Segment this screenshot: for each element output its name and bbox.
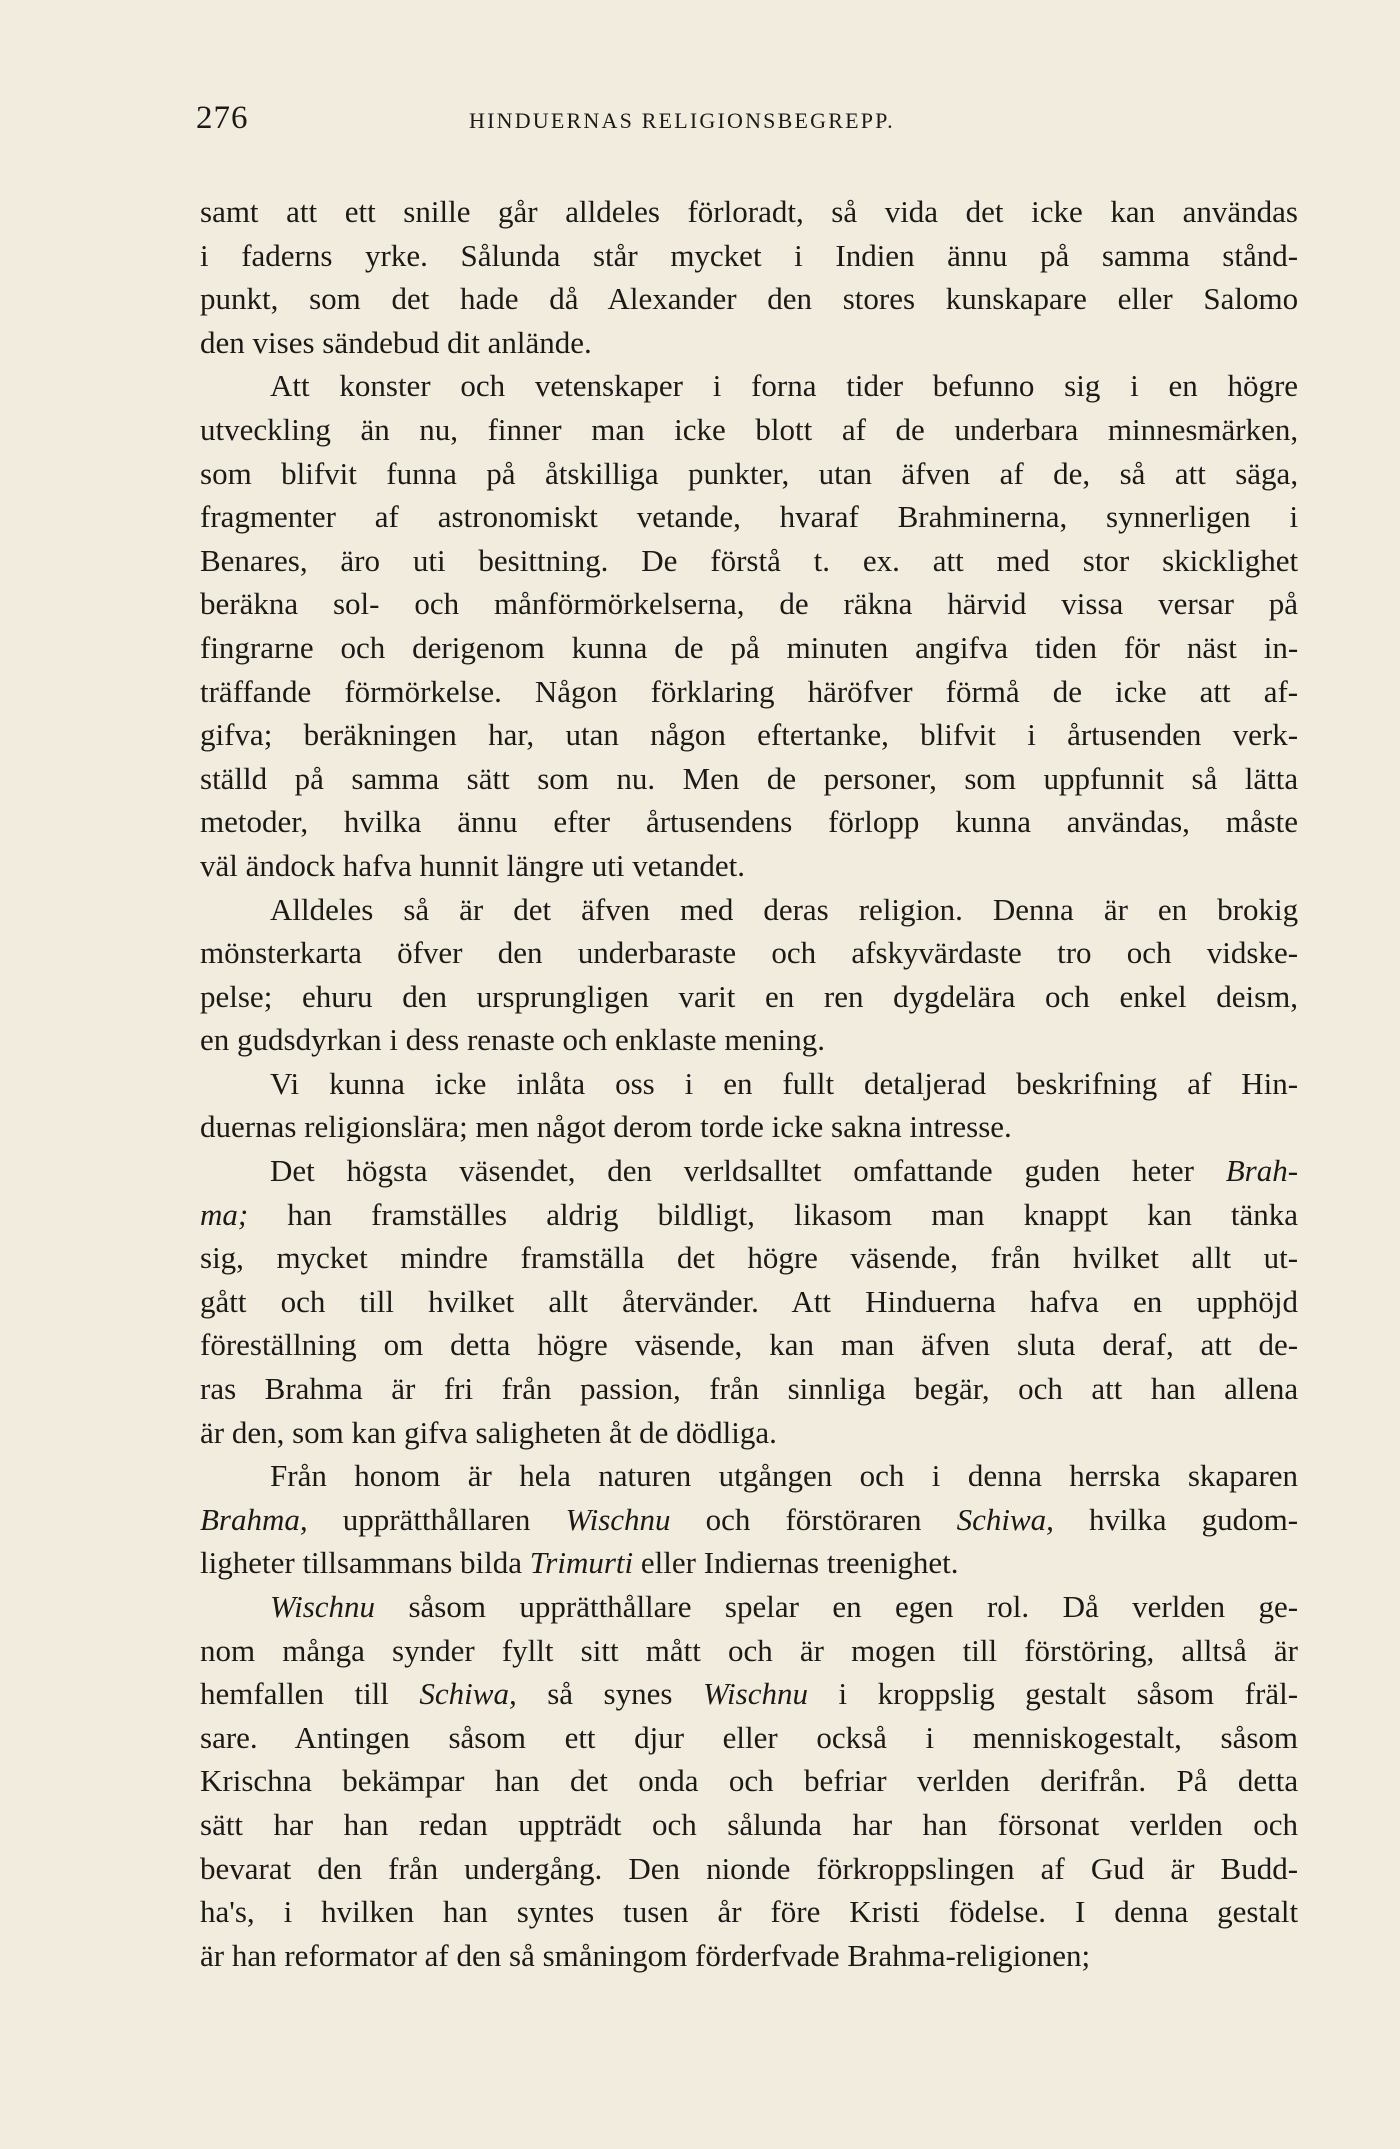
text-line: en gudsdyrkan i dess renaste och enklaste mening. xyxy=(200,1022,826,1058)
paragraph xyxy=(200,888,1298,1062)
body-text xyxy=(200,190,1298,1977)
text-line: Att konster och vetenskaper i forna tider befunno sig i en högre xyxy=(270,368,1299,404)
text-line: träffande förmörkelse. Någon förklaring häröfver förmå de icke att af- xyxy=(200,673,1299,709)
text-line: Vi kunna icke inlåta oss i en fullt detaljerad beskrifning af Hin- xyxy=(270,1065,1299,1101)
text-line: sare. Antingen såsom ett djur eller också i menniskogestalt, såsom xyxy=(200,1719,1298,1755)
text-line: ställd på samma sätt som nu. Men de personer, som uppfunnit så lätta xyxy=(200,760,1299,796)
text-line: Wischnu såsom upprätthållare spelar en egen rol. Då verlden ge- xyxy=(270,1589,1299,1624)
text-line: sig, mycket mindre framställa det högre väsende, från hvilket allt ut- xyxy=(200,1240,1299,1276)
text-line: är han reformator af den så småningom förderfvade Brahma-religionen; xyxy=(200,1937,1091,1973)
text-line: nom många synder fyllt sitt mått och är mogen till förstöring, alltså är xyxy=(200,1632,1299,1668)
text-line: Brahma, upprätthållaren Wischnu och förstöraren Schiwa, hvilka gudom- xyxy=(200,1501,1299,1537)
paragraph xyxy=(200,364,1298,887)
text-line: ras Brahma är fri från passion, från sinnliga begär, och att han allena xyxy=(200,1371,1299,1407)
text-line: beräkna sol- och månförmörkelserna, de räkna härvid vissa versar på xyxy=(200,586,1299,622)
text-line: föreställning om detta högre väsende, kan man äfven sluta deraf, att de- xyxy=(200,1327,1299,1363)
text-line: pelse; ehuru den ursprungligen varit en ren dygdelära och enkel deism, xyxy=(200,978,1299,1014)
text-line: sätt har han redan uppträdt och sålunda har han försonat verlden och xyxy=(200,1806,1299,1842)
text-line: i faderns yrke. Sålunda står mycket i Indien ännu på samma stånd- xyxy=(200,237,1299,273)
text-line: metoder, hvilka ännu efter årtusendens förlopp kunna användas, måste xyxy=(200,804,1299,840)
text-line: den vises sändebud dit anlände. xyxy=(200,324,592,360)
text-line: fingrarne och derigenom kunna de på minuten angifva tiden för näst in- xyxy=(200,629,1299,665)
paragraph xyxy=(200,190,1298,364)
text-line: ha's, i hvilken han syntes tusen år före Kristi födelse. I denna gestalt xyxy=(200,1894,1299,1930)
text-line: är den, som kan gifva saligheten åt de dödliga. xyxy=(200,1414,777,1450)
italic-term: Brahma, xyxy=(200,1501,308,1537)
text-line: Alldeles så är det äfven med deras religion. Denna är en brokig xyxy=(270,891,1299,927)
page-header xyxy=(196,100,1296,150)
paragraph xyxy=(200,1062,1298,1149)
page-number: 276 xyxy=(196,100,249,136)
text-line: ma; han framställes aldrig bildligt, likasom man knappt kan tänka xyxy=(200,1196,1299,1232)
paragraph xyxy=(200,1585,1298,1977)
text-line: duernas religionslära; men något derom torde icke sakna intresse. xyxy=(200,1109,1012,1145)
italic-term: Wischnu xyxy=(702,1676,808,1712)
text-line: hemfallen till Schiwa, så synes Wischnu i kroppslig gestalt såsom fräl- xyxy=(200,1676,1299,1712)
text-line: punkt, som det hade då Alexander den stores kunskapare eller Salomo xyxy=(200,281,1299,317)
text-line: mönsterkarta öfver den underbaraste och afskyvärdaste tro och vidske- xyxy=(200,935,1299,971)
text-line: gått och till hvilket allt återvänder. Att Hinduerna hafva en upphöjd xyxy=(200,1283,1299,1319)
text-line: samt att ett snille går alldeles förloradt, så vida det icke kan användas xyxy=(200,194,1298,229)
text-line: Benares, äro uti besittning. De förstå t. ex. att med stor skicklighet xyxy=(200,542,1299,578)
italic-term: Schiwa, xyxy=(419,1676,517,1712)
italic-term: Wischnu xyxy=(565,1501,671,1537)
text-line: Det högsta väsendet, den verldsalltet omfattande guden heter Brah- xyxy=(270,1153,1299,1189)
text-line: som blifvit funna på åtskilliga punkter, utan äfven af de, så att säga, xyxy=(200,455,1299,491)
text-line: ligheter tillsammans bilda Trimurti eller Indiernas treenighet. xyxy=(200,1545,959,1581)
italic-term: Trimurti xyxy=(529,1545,634,1581)
italic-term: Brah- xyxy=(1225,1153,1299,1189)
italic-term: ma; xyxy=(200,1196,249,1232)
text-line: väl ändock hafva hunnit längre uti vetandet. xyxy=(200,847,745,883)
text-line: bevarat den från undergång. Den nionde förkroppslingen af Gud är Budd- xyxy=(200,1850,1299,1886)
text-line: gifva; beräkningen har, utan någon eftertanke, blifvit i årtusenden verk- xyxy=(200,717,1299,753)
italic-term: Wischnu xyxy=(270,1589,376,1624)
paragraph xyxy=(200,1454,1298,1585)
text-line: Från honom är hela naturen utgången och i denna herrska skaparen xyxy=(270,1458,1299,1494)
paragraph xyxy=(200,1149,1298,1454)
text-line: fragmenter af astronomiskt vetande, hvaraf Brahminerna, synnerligen i xyxy=(200,499,1299,535)
italic-term: Schiwa, xyxy=(956,1501,1054,1537)
text-line: Krischna bekämpar han det onda och befriar verlden derifrån. På detta xyxy=(200,1763,1299,1799)
text-line: utveckling än nu, finner man icke blott af de underbara minnesmärken, xyxy=(200,411,1299,447)
running-title: HINDUERNAS RELIGIONSBEGREPP. xyxy=(469,108,895,133)
